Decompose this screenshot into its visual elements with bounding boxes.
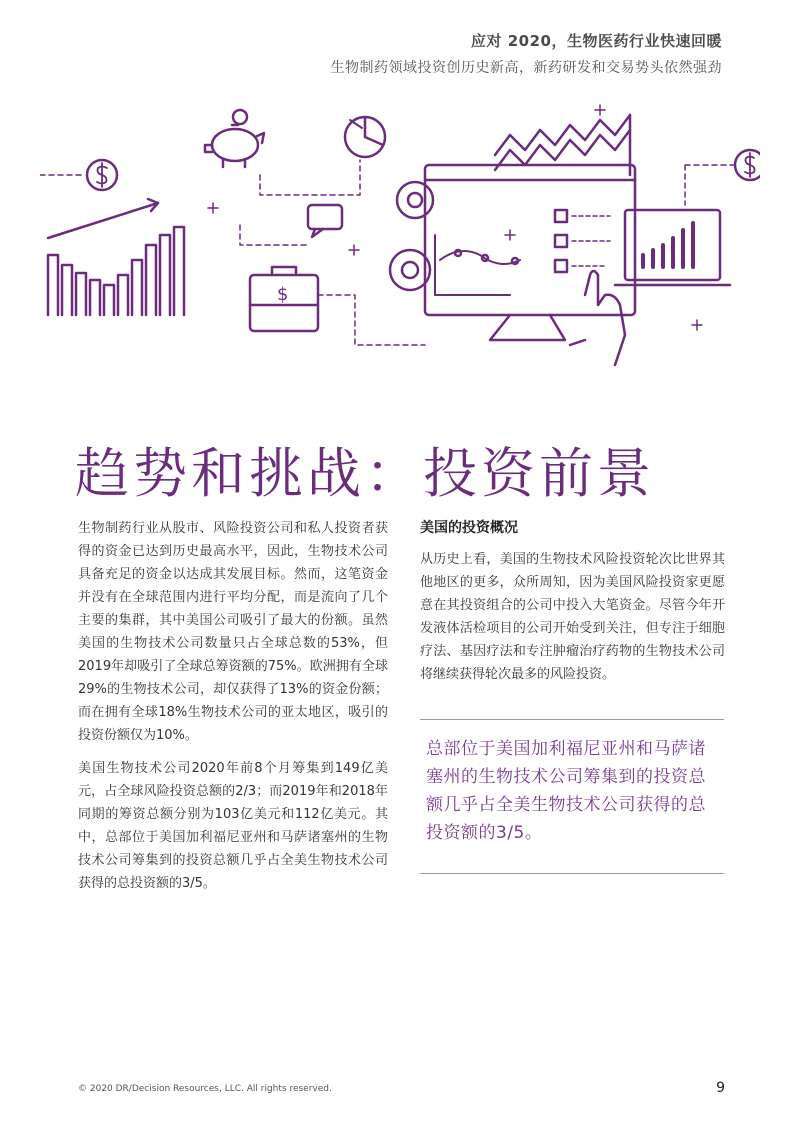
pie-chart-icon xyxy=(345,117,385,157)
page-header xyxy=(331,30,723,77)
quote-divider-bottom xyxy=(420,873,724,874)
dollar-coin-icon xyxy=(685,150,760,205)
left-paragraph-2: 美国生物技术公司2020年前8个月筹集到149亿美元，占全球风险投资总额的2/3；而2019年和2018年同期的筹资总额分别为103亿美元和112亿美元。其中，总部位于美国加利福尼亚州和马萨诸塞州的生物技术公司筹集到的投资总额几乎占全美生物技术公司获得的总投资额的3/5。 xyxy=(78,761,388,891)
right-paragraph: 从历史上看，美国的生物技术风险投资轮次比世界其他地区的更多，众所周知，因为美国风险投资家更愿意在其投资组合的公司中投入大笔资金。尽管今年开发液体活检项目的公司开始受到关注，但专注于细胞疗法、基因疗法和专注肿瘤治疗药物的生物技术公司将继续获得轮次最多的风险投资。 xyxy=(420,552,725,682)
briefcase-dollar-icon xyxy=(250,267,425,345)
laptop-bar-chart-icon xyxy=(615,210,730,285)
gear-icon xyxy=(390,182,433,290)
piggy-bank-icon xyxy=(205,110,264,167)
page-number: 9 xyxy=(716,1080,725,1096)
left-paragraph-1: 生物制药行业从股市、风险投资公司和私人投资者获得的资金已达到历史最高水平，因此，生物技术公司具备充足的资金以达成其发展目标。然而，这笔资金并没有在全球范围内进行平均分配，而是流向了几个主要的集群，其中美国公司吸引了最大的份额。虽然美国的生物技术公司数量只占全球总数的53%，但2019年却吸引了全球总筹资额的75%。欧洲拥有全球29%的生物技术公司，却仅获得了13%的资金份额；而在拥有全球18%生物技术公司的亚太地区，吸引的投资份额仅为10%。 xyxy=(78,521,388,743)
monitor-icon xyxy=(425,165,635,340)
page-title: 趋势和挑战：投资前景 xyxy=(75,442,655,506)
copyright: © 2020 DR/Decision Resources, LLC. All rights reserved. xyxy=(78,1084,332,1094)
left-column xyxy=(78,517,388,905)
dollar-coin-icon xyxy=(40,160,117,190)
chat-bubble-icon xyxy=(240,205,342,245)
checklist-icon xyxy=(555,210,610,272)
pull-quote: 总部位于美国加利福尼亚州和马萨诸塞州的生物技术公司筹集到的投资总额几乎占全美生物技术公司获得的总投资额的3/5。 xyxy=(426,739,706,843)
section-heading: 美国的投资概况 xyxy=(420,520,518,536)
right-column xyxy=(420,517,725,686)
header-subtitle: 生物制药领域投资创历史新高，新药研发和交易势头依然强劲 xyxy=(330,60,722,76)
quote-divider-top xyxy=(420,719,724,720)
header-title: 应对 2020，生物医药行业快速回暖 xyxy=(471,32,722,50)
investment-illustration xyxy=(40,95,760,395)
svg-text:$: $ xyxy=(277,284,289,305)
bar-chart-icon xyxy=(48,199,184,315)
